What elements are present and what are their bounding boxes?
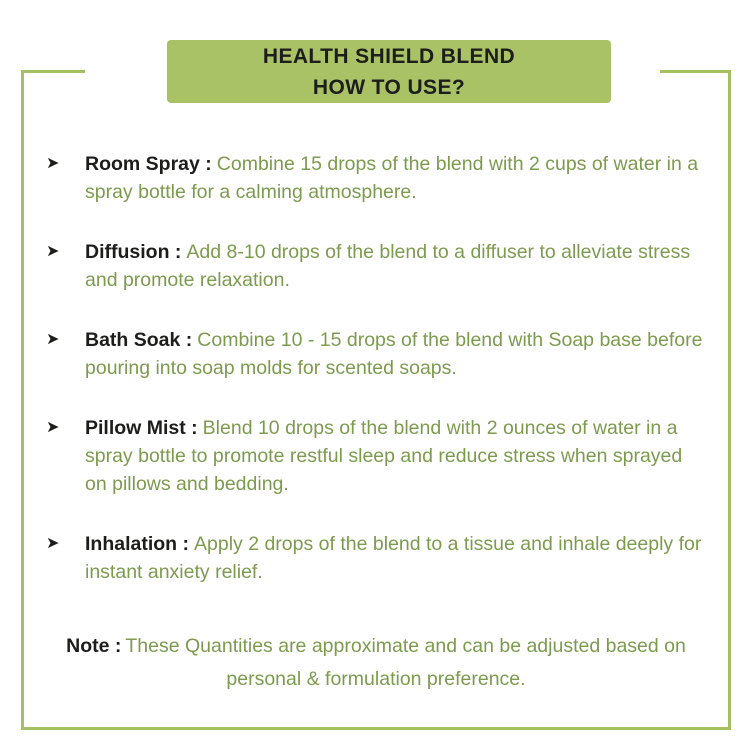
arrow-bullet-icon: ➤ <box>46 155 60 172</box>
header-title-line2: HOW TO USE? <box>312 75 466 99</box>
note-line-1 <box>21 630 731 663</box>
item-description: Blend 10 drops of the blend with 2 ounces of water in a spray bottle to promote restful sleep and reduce stress when sprayed on pillows and bedding. <box>85 417 683 495</box>
item-text <box>85 150 708 206</box>
item-description: Combine 15 drops of the blend with 2 cups of water in a spray bottle for a calming atmosphere. <box>85 153 699 203</box>
item-text <box>85 238 708 294</box>
frame-bottom-border <box>21 727 731 730</box>
arrow-bullet-icon: ➤ <box>46 243 60 260</box>
arrow-bullet-icon: ➤ <box>46 419 60 436</box>
item-text <box>85 326 708 382</box>
item-label: Inhalation : <box>85 533 189 555</box>
header-title-line1: HEALTH SHIELD BLEND <box>262 44 516 68</box>
note <box>21 630 731 696</box>
item-label: Diffusion : <box>85 241 182 263</box>
item-label: Pillow Mist : <box>85 417 198 439</box>
list-item <box>46 530 708 586</box>
header-banner <box>167 40 611 103</box>
item-text <box>85 414 708 498</box>
item-label: Bath Soak : <box>85 329 193 351</box>
item-label: Room Spray : <box>85 153 212 175</box>
frame-top-left-segment <box>21 70 85 73</box>
frame-top-right-segment <box>660 70 731 73</box>
arrow-bullet-icon: ➤ <box>46 331 60 348</box>
note-line-2: personal & formulation preference. <box>226 668 526 690</box>
item-description: Combine 10 - 15 drops of the blend with Soap base before pouring into soap molds for scented soaps. <box>85 329 703 379</box>
item-description: Add 8-10 drops of the blend to a diffuser to alleviate stress and promote relaxation. <box>85 241 691 291</box>
list-item <box>46 238 708 294</box>
note-text-line1: These Quantities are approximate and can be adjusted based on <box>125 635 686 657</box>
note-label: Note : <box>66 635 122 657</box>
list-item <box>46 414 708 498</box>
list-item <box>46 326 708 382</box>
item-description: Apply 2 drops of the blend to a tissue and inhale deeply for instant anxiety relief. <box>85 533 702 583</box>
usage-list <box>46 150 708 618</box>
item-text <box>85 530 708 586</box>
arrow-bullet-icon: ➤ <box>46 535 60 552</box>
list-item <box>46 150 708 206</box>
